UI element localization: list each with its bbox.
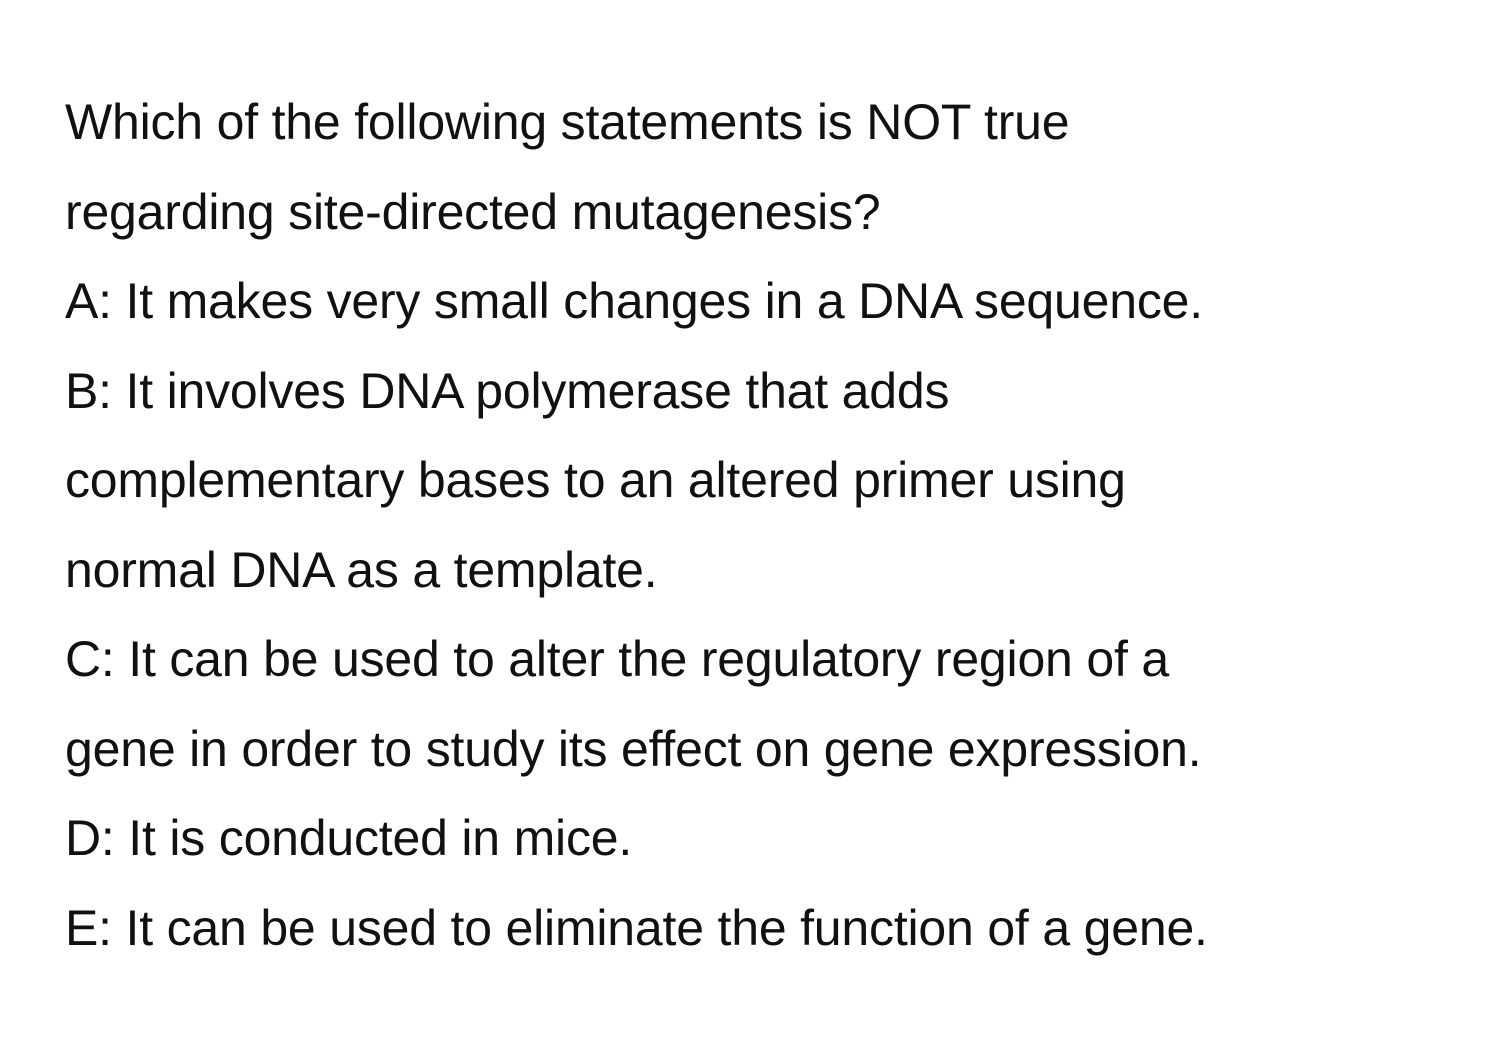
option-d: D: It is conducted in mice. <box>65 810 633 866</box>
option-c-line-2: gene in order to study its effect on gene expression. <box>65 720 1202 777</box>
question-document <box>65 78 1465 973</box>
question-text <box>65 78 1465 257</box>
question-line-2: regarding site-directed mutagenesis? <box>65 183 881 240</box>
question-line-1: Which of the following statements is NOT true <box>65 94 1070 150</box>
option-b-line-2: complementary bases to an altered primer using <box>65 452 1126 508</box>
option-b-line-3: normal DNA as a template. <box>65 541 658 598</box>
option-b-line-1: B: It involves DNA polymerase that adds <box>65 362 950 419</box>
answer-options <box>65 257 1465 973</box>
option-e: E: It can be used to eliminate the function of a gene. <box>65 899 1208 956</box>
option-c-line-1: C: It can be used to alter the regulatory region of a <box>65 631 1169 687</box>
option-a: A: It makes very small changes in a DNA sequence. <box>65 273 1203 329</box>
